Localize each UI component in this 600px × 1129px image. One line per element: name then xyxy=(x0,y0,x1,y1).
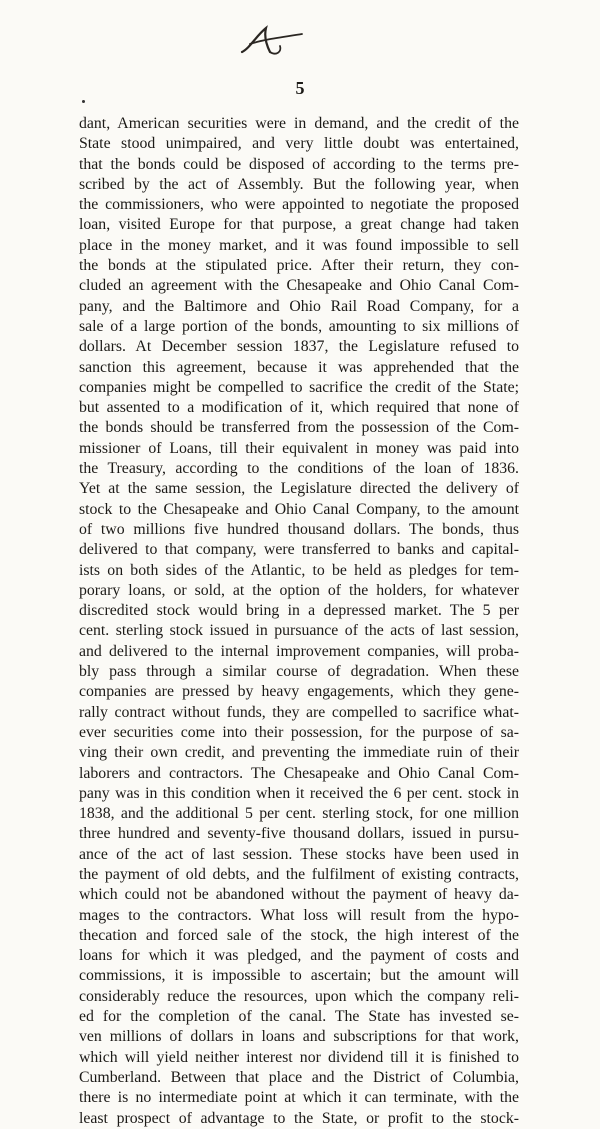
text-line: three hundred and seventy-five thousand dollars, issued in pursu- xyxy=(79,825,519,843)
text-line: ever securities come into their possession, for the purpose of sa- xyxy=(79,723,519,741)
text-line: stock to the Chesapeake and Ohio Canal Company, to the amount xyxy=(79,500,519,518)
text-line: delivered to that company, were transferred to banks and capital- xyxy=(79,541,519,559)
text-line: the commissioners, who were appointed to negotiate the proposed xyxy=(79,196,519,214)
text-line: cluded an agreement with the Chesapeake and Ohio Canal Com- xyxy=(79,277,519,295)
text-line: thecation and forced sale of the stock, the high interest of the xyxy=(79,926,519,944)
text-line: the bonds at the stipulated price. After their return, they con- xyxy=(79,257,519,275)
text-line: Cumberland. Between that place and the District of Columbia, xyxy=(79,1068,519,1086)
text-line: least prospect of advantage to the State, or profit to the stock- xyxy=(79,1109,519,1127)
text-line: there is no intermediate point at which it can terminate, with the xyxy=(79,1089,519,1107)
text-line: Yet at the same session, the Legislature directed the delivery of xyxy=(79,480,519,498)
text-line: ving their own credit, and preventing the immediate ruin of their xyxy=(79,744,519,762)
text-line: of two millions five hundred thousand dollars. The bonds, thus xyxy=(79,520,519,538)
text-line: missioner of Loans, till their equivalent in money was paid into xyxy=(79,439,519,457)
text-line: commissions, it is impossible to ascertain; but the amount will xyxy=(79,967,519,985)
text-line: companies are pressed by heavy engagements, which they gene- xyxy=(79,683,519,701)
text-line: the bonds should be transferred from the possession of the Com- xyxy=(79,419,519,437)
text-line: which could not be abandoned without the payment of heavy da- xyxy=(79,886,519,904)
text-line: pany, and the Baltimore and Ohio Rail Road Company, for a xyxy=(79,297,519,315)
text-line: ance of the act of last session. These stocks have been used in xyxy=(79,845,519,863)
text-line: sanction this agreement, because it was apprehended that the xyxy=(79,358,519,376)
ink-speck xyxy=(82,100,85,103)
text-line: dollars. At December session 1837, the Legislature refused to xyxy=(79,338,519,356)
text-line: which will yield neither interest nor dividend till it is finished to xyxy=(79,1048,519,1066)
text-line: ists on both sides of the Atlantic, to be held as pledges for tem- xyxy=(79,561,519,579)
body-text xyxy=(79,114,519,1129)
text-line: mages to the contractors. What loss will result from the hypo- xyxy=(79,906,519,924)
text-line: but assented to a modification of it, which required that none of xyxy=(79,399,519,417)
text-line: bly pass through a similar course of degradation. When these xyxy=(79,663,519,681)
text-line: ven millions of dollars in loans and subscriptions for that work, xyxy=(79,1028,519,1046)
text-line: considerably reduce the resources, upon which the company reli- xyxy=(79,987,519,1005)
handwritten-mark xyxy=(236,22,306,62)
text-line: sale of a large portion of the bonds, amounting to six millions of xyxy=(79,317,519,335)
text-line: companies might be compelled to sacrifice the credit of the State; xyxy=(79,378,519,396)
text-line: ed for the completion of the canal. The State has invested se- xyxy=(79,1008,519,1026)
text-line: rally contract without funds, they are compelled to sacrifice what- xyxy=(79,703,519,721)
text-line: pany was in this condition when it received the 6 per cent. stock in xyxy=(79,784,519,802)
text-line: cent. sterling stock issued in pursuance of the acts of last session, xyxy=(79,622,519,640)
text-line: the Treasury, according to the conditions of the loan of 1836. xyxy=(79,460,519,478)
page-number: 5 xyxy=(295,78,305,98)
text-line: laborers and contractors. The Chesapeake and Ohio Canal Com- xyxy=(79,764,519,782)
text-line: loans for which it was pledged, and the payment of costs and xyxy=(79,947,519,965)
text-line: porary loans, or sold, at the option of the holders, for whatever xyxy=(79,581,519,599)
text-line: discredited stock would bring in a depressed market. The 5 per xyxy=(79,602,519,620)
text-line: dant, American securities were in demand, and the credit of the xyxy=(79,115,519,132)
text-line: 1838, and the additional 5 per cent. sterling stock, for one million xyxy=(79,805,519,823)
text-line: State stood unimpaired, and very little doubt was entertained, xyxy=(79,135,519,153)
text-line: that the bonds could be disposed of according to the terms pre- xyxy=(79,155,519,173)
text-line: the payment of old debts, and the fulfilment of existing contracts, xyxy=(79,865,519,883)
text-line: and delivered to the internal improvement companies, will proba- xyxy=(79,642,519,660)
text-line: place in the money market, and it was found impossible to sell xyxy=(79,236,519,254)
text-line: loan, visited Europe for that purpose, a great change had taken xyxy=(79,216,519,234)
text-line: scribed by the act of Assembly. But the following year, when xyxy=(79,175,519,193)
